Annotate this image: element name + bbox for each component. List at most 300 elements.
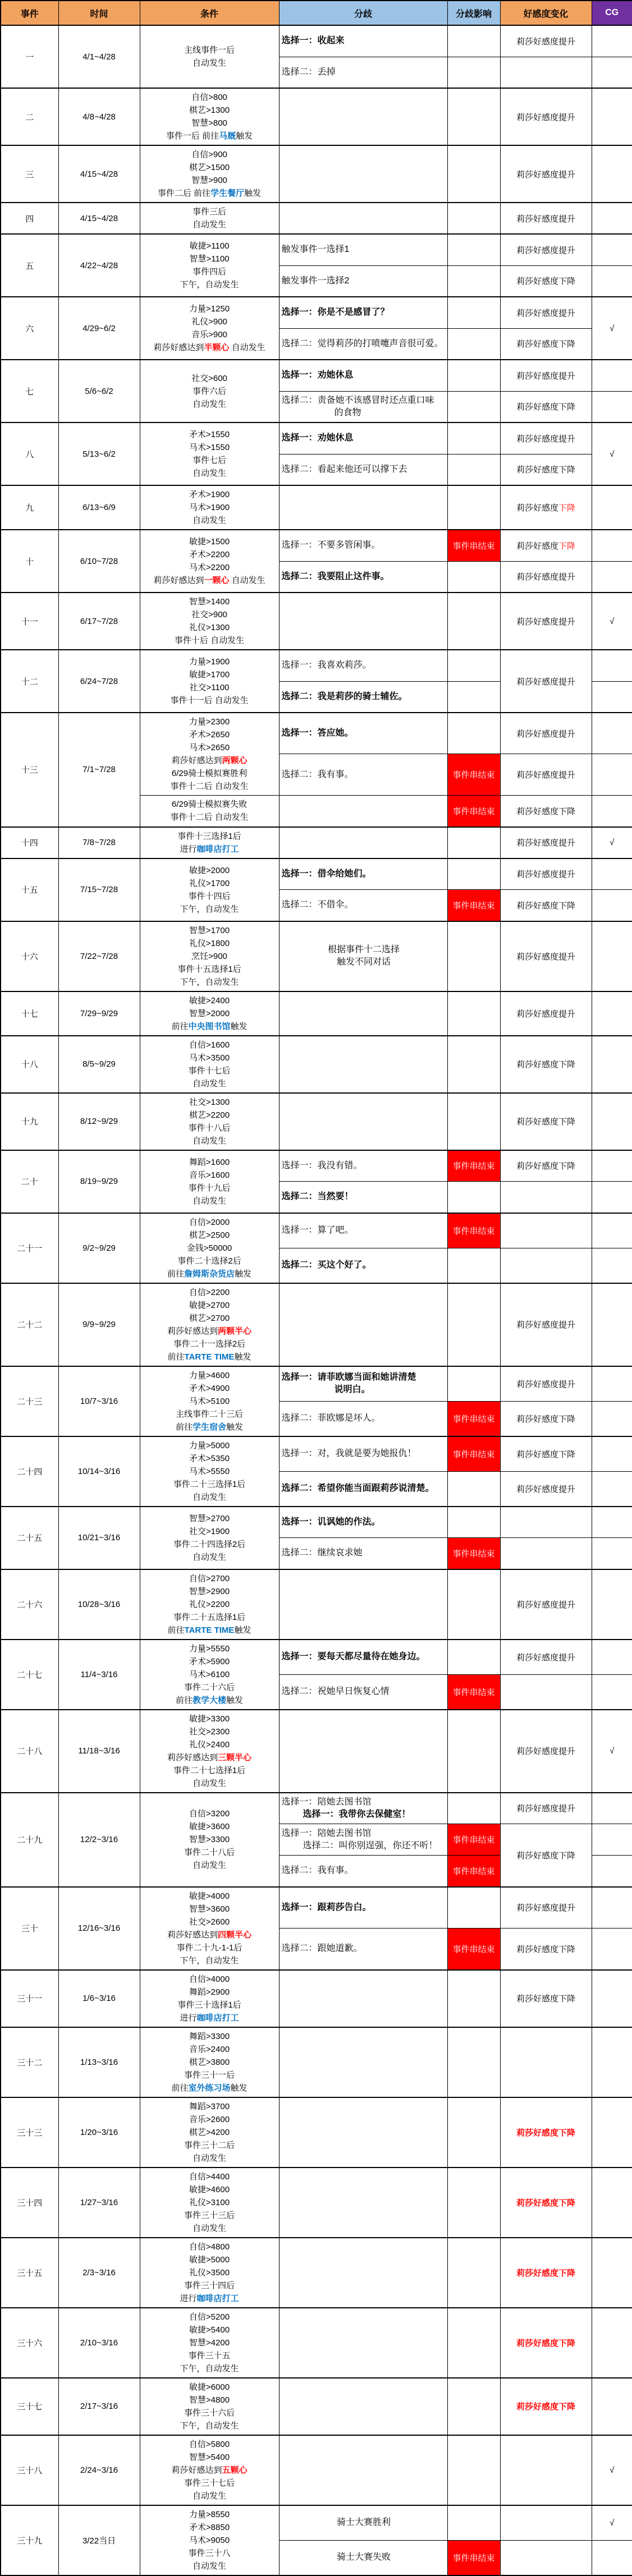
branch-option-text: 说明白。: [334, 1385, 370, 1394]
event-row-group-十九: [1, 1093, 632, 1150]
text-segment: 自动发生: [192, 469, 226, 478]
branch-option-text: 的食物: [334, 407, 361, 417]
event-id-cell: 二十三: [1, 1366, 58, 1436]
text-segment: 敏捷>4600: [189, 2184, 230, 2194]
event-row: [1, 2168, 632, 2238]
highlight-text: 两颗半心: [218, 1326, 252, 1336]
favorability-cell: [500, 2027, 592, 2097]
branch-impact-cell: [447, 2378, 500, 2435]
branch-option-cell: [279, 2435, 447, 2505]
text-segment: 事件十九后: [188, 1183, 231, 1193]
event-id-cell: 二十: [1, 1150, 58, 1213]
cg-cell: [592, 1824, 632, 1856]
branch-option-text: 选择一：跟莉莎告白。: [281, 1902, 372, 1912]
branch-impact-cell: [447, 2308, 500, 2378]
text-segment: 社交>1100: [189, 683, 230, 692]
branch-option-text: 选择二：我有事。: [281, 769, 354, 779]
event-id-cell: 二十五: [1, 1507, 58, 1569]
event-row-group-二十二: [1, 1283, 632, 1366]
text-segment: 马术>2200: [189, 563, 230, 572]
text-segment: 矛术>5350: [189, 1453, 230, 1463]
branch-option-cell: [279, 234, 447, 265]
condition-cell: [140, 921, 279, 991]
cg-cell: [592, 203, 632, 234]
text-segment: 自动发生: [192, 1136, 226, 1146]
condition-line: [141, 91, 278, 104]
condition-cell: [140, 1436, 279, 1507]
condition-line: [141, 1941, 278, 1954]
text-segment: 矛术>1550: [189, 430, 230, 439]
location-link[interactable]: 室外练习场: [188, 2083, 231, 2093]
condition-line: [141, 1382, 278, 1395]
event-row: [1, 1283, 632, 1366]
condition-line: [141, 668, 278, 681]
event-row: [1, 203, 632, 234]
cg-cell: [592, 2097, 632, 2168]
branch-option-cell: [279, 145, 447, 203]
branch-impact-cell: 事件串结束: [447, 1928, 500, 1970]
cg-cell: [592, 1793, 632, 1824]
branch-impact-cell: [447, 25, 500, 57]
text-segment: 社交>2600: [189, 1917, 230, 1927]
favorability-cell: [500, 1824, 592, 1887]
text-segment: 莉莎好感度下降: [516, 1161, 575, 1172]
time-cell: 10/7~3/16: [58, 1366, 140, 1436]
text-segment: 智慧>5400: [189, 2452, 230, 2462]
branch-impact-cell: [447, 1887, 500, 1928]
location-link[interactable]: 詹姆斯杂货店: [184, 1269, 235, 1279]
text-segment: 智慧>900: [191, 176, 227, 185]
text-segment: 莉莎好感度提升: [516, 434, 575, 444]
cg-cell: [592, 1036, 632, 1093]
location-link[interactable]: 教学大楼: [192, 1695, 226, 1705]
condition-cell: [140, 2097, 279, 2168]
branch-option-cell: [279, 2097, 447, 2168]
location-link[interactable]: 咖啡店打工: [196, 2013, 239, 2023]
favorability-cell: [500, 391, 592, 423]
text-segment: 莉莎好感度提升: [516, 1747, 575, 1756]
cg-cell: [592, 57, 632, 88]
branch-option-text: 触发不同对话: [336, 957, 391, 967]
condition-cell: [140, 360, 279, 423]
condition-line: [141, 2012, 278, 2024]
event-id-cell: 五: [1, 234, 58, 297]
favorability-cell: [500, 1248, 592, 1283]
favorability-cell: [500, 827, 592, 858]
condition-line: [141, 1465, 278, 1478]
text-segment: 触发: [226, 1422, 244, 1432]
text-segment: 触发: [235, 1269, 252, 1279]
branch-impact-cell: 事件串结束: [447, 1674, 500, 1710]
time-cell: 7/8~7/28: [58, 827, 140, 858]
condition-cell: [140, 88, 279, 145]
cg-cell: [592, 234, 632, 265]
branch-impact-cell: [447, 328, 500, 360]
cg-cell: [592, 2540, 632, 2575]
branch-option-cell: [279, 1471, 447, 1507]
condition-cell: [140, 203, 279, 234]
condition-line: [141, 1007, 278, 1020]
branch-impact-cell: [447, 423, 500, 454]
event-row: [1, 2027, 632, 2097]
text-segment: 下午，自动发生: [180, 904, 239, 914]
text-segment: 莉莎好感度提升: [516, 729, 575, 739]
condition-line: [141, 2170, 278, 2183]
text-segment: 事件十五选择1后: [177, 964, 241, 974]
text-segment: 自动发生: [192, 1778, 226, 1788]
text-segment: 6/29骑士模拟赛失败: [171, 800, 248, 810]
event-id-cell: 三十四: [1, 2168, 58, 2238]
text-segment: 自动发生: [192, 1861, 226, 1870]
text-segment: 前往: [171, 2083, 189, 2093]
favorability-cell: [500, 1793, 592, 1824]
text-segment: 矛术>8850: [189, 2522, 230, 2532]
text-segment: 力量>5550: [189, 1643, 230, 1654]
favorability-cell: [500, 1036, 592, 1093]
condition-line: [141, 398, 278, 411]
condition-line: [141, 950, 278, 963]
condition-line: [141, 2490, 278, 2502]
location-link[interactable]: TARTE TIME: [184, 1352, 235, 1362]
condition-line: [141, 754, 278, 767]
condition-line: [141, 767, 278, 780]
condition-line: [141, 595, 278, 608]
favorability-cell: [500, 650, 592, 713]
text-segment: 莉莎好感度: [516, 503, 558, 513]
branch-option-text: 选择一：我带你去保健室！: [303, 1809, 411, 1819]
favorability-cell: [500, 1213, 592, 1248]
location-link[interactable]: 咖啡店打工: [196, 844, 239, 854]
text-segment: 礼仪>1700: [189, 878, 230, 888]
branch-impact-cell: [447, 1093, 500, 1150]
text-segment: 智慧>3600: [189, 1904, 230, 1914]
event-id-cell: 十五: [1, 858, 58, 921]
time-cell: 4/15~4/28: [58, 203, 140, 234]
branch-row: [1, 530, 632, 561]
condition-line: [141, 2043, 278, 2056]
location-link[interactable]: 学生餐厅: [210, 189, 245, 198]
text-segment: 金钱>50000: [186, 1243, 232, 1253]
branch-option-text: 选择二：看起来他还可以撑下去: [281, 464, 407, 474]
cg-cell: [592, 2168, 632, 2238]
event-row: [1, 1970, 632, 2027]
condition-cell: [140, 2435, 279, 2505]
branch-option-cell: [279, 423, 447, 454]
condition-line: [141, 2311, 278, 2324]
condition-line: [141, 1195, 278, 1207]
text-segment: 舞蹈>1600: [189, 1157, 230, 1167]
cg-cell: [592, 25, 632, 57]
text-segment: 矛术>1900: [189, 490, 230, 499]
favorability-cell: [500, 1366, 592, 1402]
text-segment: 马术>1550: [189, 443, 230, 452]
text-segment: 舞蹈>2900: [189, 1987, 230, 1997]
text-segment: 事件十后 自动发生: [174, 636, 245, 645]
branch-row: [1, 1150, 632, 1182]
time-cell: 8/19~9/29: [58, 1150, 140, 1213]
branch-option-cell: [279, 561, 447, 593]
text-segment: 棋艺>2200: [189, 1110, 230, 1120]
branch-option-text: 选择一：对，我就是要为她报仇！: [281, 1449, 416, 1458]
condition-line: [141, 1395, 278, 1408]
branch-impact-cell: [447, 1970, 500, 2027]
condition-line: [141, 302, 278, 315]
condition-line: [141, 1421, 278, 1434]
branch-option-cell: [279, 1436, 447, 1472]
location-link[interactable]: 学生宿舍: [192, 1422, 226, 1432]
cg-cell: [592, 1471, 632, 1507]
branch-option-cell: [279, 1093, 447, 1150]
branch-option-text: 骑士大赛胜利: [336, 2518, 391, 2527]
text-segment: 事件三十七后: [184, 2478, 235, 2488]
branch-impact-cell: [447, 203, 500, 234]
branch-option-cell: [279, 1213, 447, 1248]
event-id-cell: 二十四: [1, 1436, 58, 1507]
column-header-branch-impact: 分歧影响: [447, 1, 500, 25]
text-segment: 智慧>4800: [189, 2395, 230, 2405]
cg-cell: [592, 2308, 632, 2378]
favorability-cell: [500, 1538, 592, 1569]
cg-cell: [592, 858, 632, 890]
text-segment: 自信>2700: [189, 1573, 230, 1583]
condition-line: [141, 2464, 278, 2477]
time-cell: 5/13~6/2: [58, 423, 140, 485]
cg-cell: [592, 1436, 632, 1472]
condition-line: [141, 1122, 278, 1135]
condition-line: [141, 218, 278, 231]
time-cell: 9/2~9/29: [58, 1213, 140, 1283]
highlight-text: 五颗心: [222, 2465, 248, 2475]
cg-cell: [592, 1507, 632, 1538]
time-cell: 2/17~3/16: [58, 2378, 140, 2435]
cg-cell: [592, 561, 632, 593]
condition-line: [141, 174, 278, 187]
branch-option-cell: [279, 1640, 447, 1675]
branch-option-text: 骑士大赛失败: [336, 2552, 391, 2562]
text-segment: 自信>5200: [189, 2312, 230, 2322]
branch-row: [1, 1213, 632, 1248]
condition-line: [141, 2292, 278, 2305]
branch-impact-cell: [447, 1640, 500, 1675]
condition-line: [141, 1020, 278, 1033]
condition-line: [141, 1725, 278, 1738]
cg-cell: [592, 1093, 632, 1150]
condition-line: [141, 2381, 278, 2394]
favorability-cell: [500, 1970, 592, 2027]
time-cell: 2/24~3/16: [58, 2435, 140, 2505]
branch-impact-cell: 事件串结束: [447, 1824, 500, 1856]
location-link[interactable]: 咖啡店打工: [196, 2293, 239, 2303]
text-segment: 莉莎好感度提升: [516, 308, 575, 318]
branch-option-cell: [279, 1401, 447, 1436]
favorability-cell: [500, 1887, 592, 1928]
text-segment: 敏捷>5400: [189, 2325, 230, 2335]
condition-line: [141, 1312, 278, 1325]
event-id-cell: 三十: [1, 1887, 58, 1970]
event-row-group-十六: [1, 921, 632, 991]
condition-cell: [140, 1710, 279, 1793]
condition-line: [141, 1846, 278, 1859]
text-segment: 触发: [234, 1352, 251, 1362]
text-segment: 自动发生: [192, 2153, 226, 2163]
column-header-event: 事件: [1, 1, 58, 25]
condition-line: [141, 2451, 278, 2464]
condition-line: [141, 265, 278, 278]
favorability-cell: [500, 423, 592, 454]
event-row-group-十二: [1, 650, 632, 713]
text-segment: 事件二十三选择1后: [173, 1479, 246, 1489]
branch-option-cell: [279, 203, 447, 234]
condition-cell: [140, 1640, 279, 1710]
text-segment: 社交>600: [191, 373, 227, 383]
branch-option-cell: [279, 890, 447, 921]
branch-impact-cell: 事件串结束: [447, 1401, 500, 1436]
condition-line: [141, 2521, 278, 2534]
event-row-group-六: [1, 297, 632, 360]
condition-line: [141, 1928, 278, 1941]
condition-line: [141, 104, 278, 117]
event-row-group-十四: [1, 827, 632, 858]
branch-impact-cell: 事件串结束: [447, 796, 500, 827]
text-segment: 自信>3200: [189, 1809, 230, 1819]
branch-option-text: 选择一：劝她休息: [281, 370, 354, 380]
text-segment: 前往: [167, 1269, 184, 1279]
text-segment: 马术>5100: [189, 1396, 230, 1406]
event-id-cell: 三十九: [1, 2505, 58, 2575]
condition-line: [141, 1903, 278, 1916]
event-id-cell: 八: [1, 423, 58, 485]
highlight-text: 莉莎好感度下降: [516, 2268, 575, 2278]
branch-option-text: 选择二：觉得莉莎的打喷嚏声音很可爱。: [281, 338, 443, 348]
favorability-cell: [500, 203, 592, 234]
time-cell: 8/5~9/29: [58, 1036, 140, 1093]
branch-impact-cell: 事件串结束: [447, 2540, 500, 2575]
branch-option-text: 选择二：我有事。: [281, 1866, 354, 1876]
text-segment: 莉莎好感度下降: [516, 1944, 575, 1954]
cg-cell: [592, 991, 632, 1036]
text-segment: 莉莎好感达到: [167, 1752, 218, 1762]
branch-option-cell: [279, 713, 447, 754]
text-segment: 社交>1900: [189, 1526, 230, 1536]
text-segment: 事件十四后: [188, 891, 231, 901]
text-segment: 棋艺>3800: [189, 2057, 230, 2067]
condition-line: [141, 1512, 278, 1525]
time-cell: 2/3~3/16: [58, 2238, 140, 2308]
condition-line: [141, 488, 278, 501]
text-segment: 音乐>900: [191, 330, 227, 339]
time-cell: 8/12~9/29: [58, 1093, 140, 1150]
favorability-cell: [500, 991, 592, 1036]
cg-cell: [592, 1887, 632, 1928]
event-row-group-三十九: [1, 2505, 632, 2575]
condition-line: [141, 501, 278, 514]
cg-cell: [592, 1213, 632, 1248]
condition-line: [141, 963, 278, 976]
time-cell: 6/24~7/28: [58, 650, 140, 713]
condition-cell: [140, 423, 279, 485]
text-segment: 莉莎好感度提升: [516, 1484, 575, 1494]
text-segment: 下午，自动发生: [180, 977, 239, 987]
location-link[interactable]: 中央图书馆: [188, 1021, 231, 1031]
cg-cell: [592, 360, 632, 391]
condition-line: [141, 372, 278, 385]
text-segment: 触发: [226, 1695, 244, 1705]
time-cell: 1/13~3/16: [58, 2027, 140, 2097]
condition-cell: [140, 2027, 279, 2097]
condition-line: [141, 1833, 278, 1846]
branch-impact-cell: [447, 485, 500, 530]
condition-line: [141, 1156, 278, 1169]
highlight-text: 两颗心: [222, 756, 248, 765]
text-segment: 莉莎好感度下降: [516, 901, 575, 911]
event-id-cell: 九: [1, 485, 58, 530]
location-link[interactable]: 马厩: [219, 131, 236, 141]
text-segment: 自信>5800: [189, 2439, 230, 2449]
branch-impact-cell: [447, 2435, 500, 2505]
condition-line: [141, 811, 278, 824]
branch-option-text: 选择一：我没有错。: [281, 1160, 363, 1170]
time-cell: 1/27~3/16: [58, 2168, 140, 2238]
condition-cell: [140, 1093, 279, 1150]
condition-line: [141, 1624, 278, 1637]
condition-line: [141, 1077, 278, 1090]
text-segment: 进行: [180, 844, 197, 854]
text-segment: 敏捷>2400: [189, 995, 230, 1005]
highlight-text: 莉莎好感度下降: [516, 2402, 575, 2412]
condition-line: [141, 514, 278, 527]
text-segment: 事件三十三后: [184, 2210, 235, 2220]
cg-check: √: [592, 297, 632, 360]
cg-cell: [592, 890, 632, 921]
text-segment: 莉莎好感度提升: [516, 617, 575, 627]
favorability-cell: [500, 1093, 592, 1150]
favorability-cell: [500, 2378, 592, 2435]
favorability-cell: [500, 2238, 592, 2308]
branch-impact-cell: [447, 234, 500, 265]
location-link[interactable]: TARTE TIME: [184, 1625, 235, 1635]
event-row-group-二十七: [1, 1640, 632, 1710]
text-segment: 事件二十九-1-1后: [176, 1943, 242, 1953]
condition-cell: [140, 1150, 279, 1213]
text-segment: 事件十七后: [188, 1066, 231, 1076]
condition-line: [141, 1491, 278, 1504]
cg-cell: [592, 1970, 632, 2027]
text-segment: 事件二后 前往: [157, 189, 211, 198]
condition-cell: [140, 858, 279, 921]
text-segment: 力量>5000: [189, 1440, 230, 1450]
text-segment: 事件十二后 自动发生: [170, 812, 249, 823]
event-row: [1, 1710, 632, 1793]
column-header-cg: CG: [592, 1, 632, 25]
favorability-cell: [500, 265, 592, 297]
condition-cell: [140, 2378, 279, 2435]
text-segment: 莉莎好感度下降: [516, 1414, 575, 1424]
branch-impact-cell: [447, 858, 500, 890]
condition-line: [141, 467, 278, 480]
condition-cell: [140, 1283, 279, 1366]
condition-line: [141, 976, 278, 989]
condition-cell: [140, 234, 279, 297]
branch-impact-cell: [447, 391, 500, 423]
text-segment: 莉莎好感度提升: [516, 112, 575, 122]
cg-cell: [592, 1283, 632, 1366]
cg-cell: [592, 2238, 632, 2308]
time-cell: 2/10~3/16: [58, 2308, 140, 2378]
text-segment: 进行: [180, 2293, 197, 2303]
text-segment: 智慧>4200: [189, 2338, 230, 2348]
text-segment: 莉莎好感度下降: [516, 806, 575, 816]
branch-option-cell: [279, 681, 447, 713]
